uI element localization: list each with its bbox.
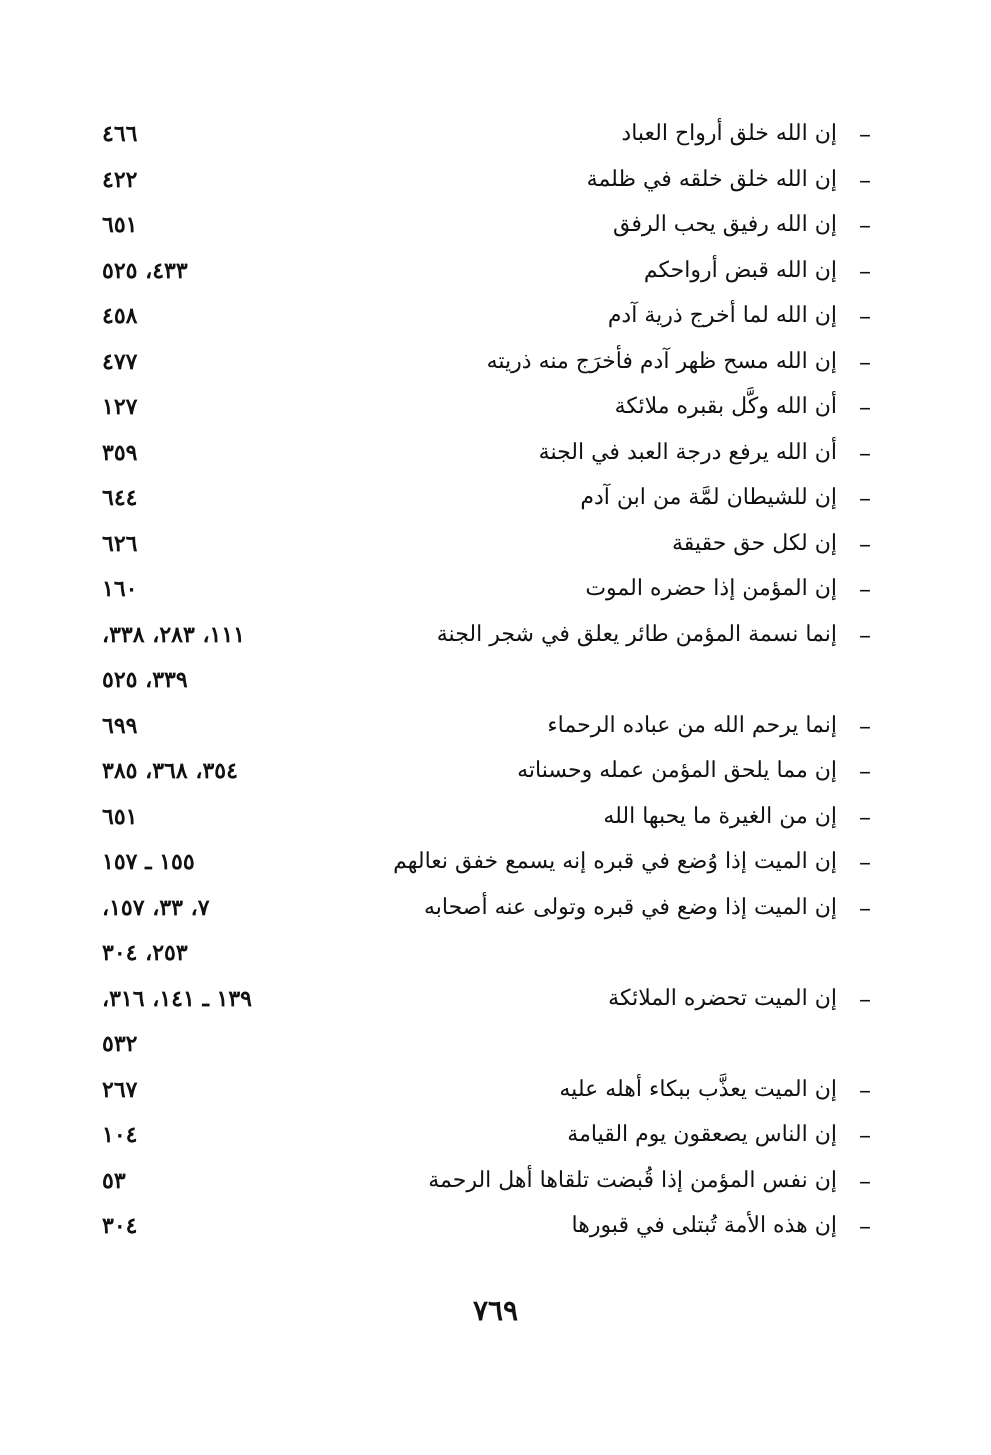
entry-dash: – (859, 984, 871, 1013)
page-number: ٧٦٩ (472, 1294, 519, 1327)
entry-page-refs: ٣٥٩ (102, 439, 138, 466)
entry-text: أن الله يرفع درجة العبد في الجنة (538, 439, 837, 465)
entry-page-refs: ١٠٤ (102, 1122, 138, 1148)
index-entry-continuation (96, 931, 871, 977)
entry-page-refs: ٣٣٩، ٥٢٥ (102, 667, 188, 693)
index-entry (96, 977, 871, 1023)
entry-dash: – (859, 620, 871, 649)
entry-page-refs: ١٦٠ (102, 576, 138, 602)
index-entry (96, 158, 871, 204)
entry-page-refs: ٤٦٦ (102, 121, 138, 147)
index-entry (96, 385, 871, 431)
entry-dash: – (859, 1075, 871, 1104)
entry-text: إن مما يلحق المؤمن عمله وحسناته (517, 758, 837, 783)
index-entry (96, 886, 871, 932)
entry-page-refs: ١٣٩ ـ ١٤١، ٣١٦، (102, 985, 252, 1012)
entry-dash: – (859, 711, 871, 740)
entry-page-refs: ٤٣٣، ٥٢٥ (102, 257, 188, 284)
entry-text: إن الناس يصعقون يوم القيامة (567, 1122, 837, 1147)
entry-dash: – (859, 393, 871, 421)
index-entry (96, 1068, 871, 1114)
entry-dash: – (859, 1166, 871, 1195)
entry-text: إن لكل حق حقيقة (672, 530, 837, 556)
index-entry (96, 431, 871, 477)
entry-text: إن الله لما أخرج ذرية آدم (607, 303, 837, 328)
index-entry-continuation (96, 658, 871, 704)
entry-text: إن نفس المؤمن إذا قُبضت تلقاها أهل الرحمة (428, 1167, 837, 1193)
hadith-index-list (96, 112, 871, 1250)
entry-text: إن الميت تحضره الملائكة (608, 985, 837, 1011)
index-entry (96, 613, 871, 659)
entry-dash: – (859, 347, 871, 376)
entry-text: إن من الغيرة ما يحبها الله (603, 803, 837, 829)
entry-dash: – (859, 802, 871, 831)
entry-dash: – (859, 438, 871, 467)
index-entry (96, 112, 871, 158)
entry-page-refs: ٢٥٣، ٣٠٤ (102, 940, 188, 966)
index-entry (96, 795, 871, 841)
index-entry-continuation (96, 1022, 871, 1068)
entry-page-refs: ٦٥١ (102, 212, 138, 238)
index-entry (96, 1113, 871, 1159)
index-entry (96, 704, 871, 750)
entry-page-refs: ٥٣٢ (102, 1031, 138, 1057)
entry-dash: – (859, 575, 871, 603)
entry-dash: – (859, 757, 871, 785)
entry-page-refs: ٤٢٢ (102, 166, 138, 193)
entry-text: إن الله خلق أرواح العباد (621, 121, 837, 146)
entry-dash: – (859, 256, 871, 285)
index-entry (96, 749, 871, 795)
entry-text: إن هذه الأمة تُبتلى في قبورها (571, 1213, 837, 1238)
entry-dash: – (859, 529, 871, 558)
entry-page-refs: ١٢٧ (102, 394, 138, 420)
entry-page-refs: ٦٤٤ (102, 485, 138, 511)
entry-text: إن الميت إذا وُضع في قبره إنه يسمع خفق نعالهم (393, 849, 837, 874)
entry-text: إن الله قبض أرواحكم (643, 257, 837, 283)
entry-page-refs: ٤٥٨ (102, 303, 138, 329)
entry-dash: – (859, 211, 871, 239)
index-entry (96, 1159, 871, 1205)
entry-dash: – (859, 302, 871, 330)
entry-dash: – (859, 120, 871, 148)
entry-page-refs: ١٥٥ ـ ١٥٧ (102, 849, 195, 875)
entry-text: إن الميت إذا وضع في قبره وتولى عنه أصحابه (423, 894, 837, 920)
entry-page-refs: ٥٣ (102, 1167, 126, 1194)
entry-dash: – (859, 165, 871, 194)
index-entry (96, 1204, 871, 1250)
entry-page-refs: ٦٥١ (102, 803, 138, 830)
entry-text: إن الله مسح ظهر آدم فأخرَج منه ذريته (486, 348, 837, 374)
entry-dash: – (859, 1121, 871, 1149)
entry-page-refs: ٣٥٤، ٣٦٨، ٣٨٥ (102, 758, 238, 784)
entry-page-refs: ٤٧٧ (102, 348, 138, 375)
entry-text: إنما نسمة المؤمن طائر يعلق في شجر الجنة (436, 621, 837, 647)
entry-text: إن المؤمن إذا حضره الموت (585, 576, 837, 601)
index-entry (96, 249, 871, 295)
entry-text: أن الله وكَّل بقبره ملائكة (614, 394, 837, 419)
index-entry (96, 203, 871, 249)
entry-page-refs: ٦٩٩ (102, 712, 138, 739)
entry-text: إن الميت يعذَّب ببكاء أهله عليه (559, 1076, 837, 1102)
entry-page-refs: ١١١، ٢٨٣، ٣٣٨، (102, 621, 245, 648)
entry-page-refs: ٢٦٧ (102, 1076, 138, 1103)
entry-page-refs: ٦٢٦ (102, 530, 138, 557)
entry-text: إنما يرحم الله من عباده الرحماء (547, 712, 837, 738)
index-entry (96, 840, 871, 886)
entry-page-refs: ٧، ٣٣، ١٥٧، (102, 894, 210, 921)
index-entry (96, 340, 871, 386)
index-entry (96, 567, 871, 613)
entry-text: إن الله خلق خلقه في ظلمة (586, 166, 837, 192)
entry-text: إن للشيطان لمَّة من ابن آدم (580, 485, 837, 510)
entry-page-refs: ٣٠٤ (102, 1213, 138, 1239)
index-entry (96, 522, 871, 568)
index-entry (96, 476, 871, 522)
entry-dash: – (859, 1212, 871, 1240)
index-entry (96, 294, 871, 340)
entry-dash: – (859, 484, 871, 512)
entry-dash: – (859, 893, 871, 922)
entry-dash: – (859, 848, 871, 876)
entry-text: إن الله رفيق يحب الرفق (612, 212, 837, 237)
